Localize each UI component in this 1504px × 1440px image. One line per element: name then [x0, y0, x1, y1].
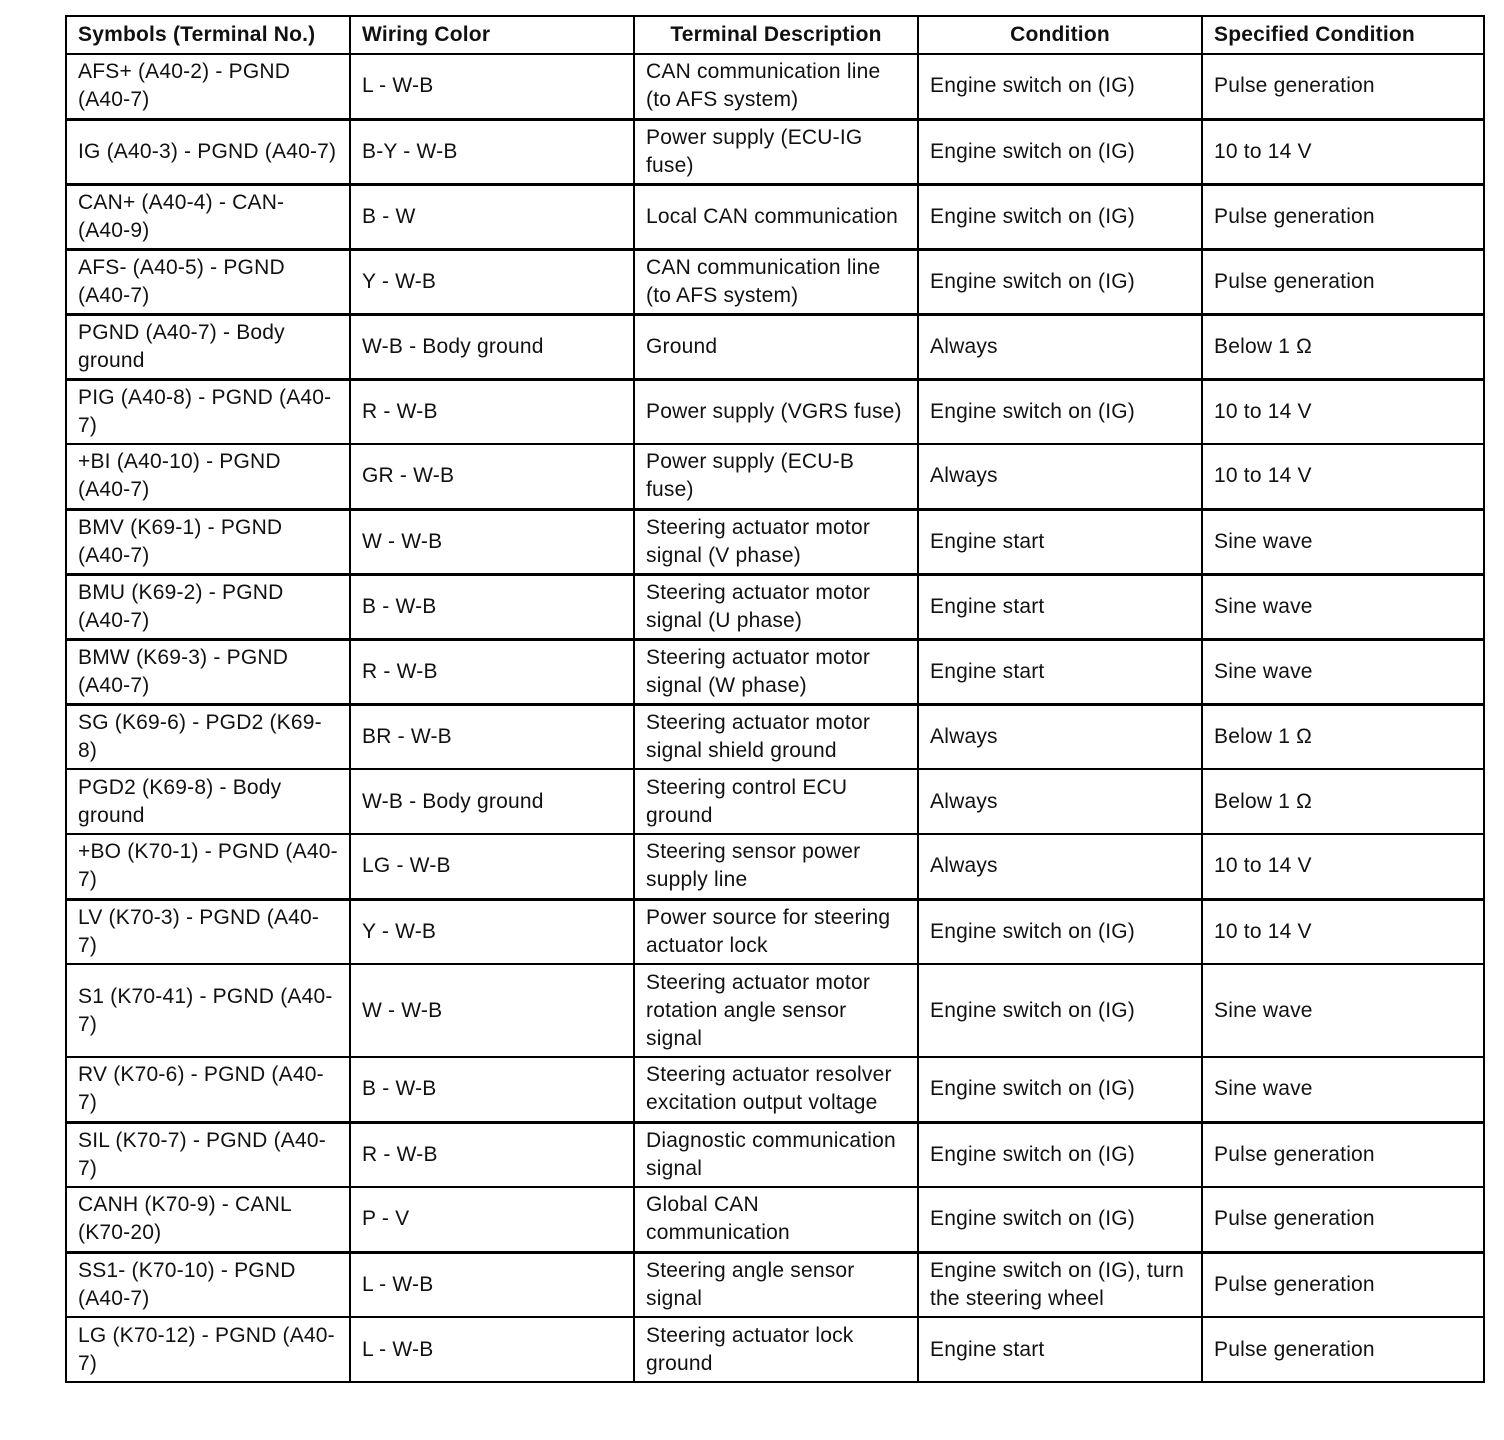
- cell-description: Local CAN communication: [634, 184, 918, 249]
- table-row: [66, 769, 1484, 834]
- table-row: [66, 704, 1484, 769]
- cell-wiring: P - V: [350, 1187, 634, 1252]
- table-header-row: [66, 16, 1484, 54]
- cell-symbols: BMW (K69-3) - PGND (A40-7): [66, 639, 350, 704]
- cell-condition: Engine switch on (IG): [918, 184, 1202, 249]
- cell-condition: Engine switch on (IG): [918, 1122, 1202, 1187]
- cell-description: Steering control ECU ground: [634, 769, 918, 834]
- cell-symbols: LG (K70-12) - PGND (A40-7): [66, 1317, 350, 1382]
- table-row: [66, 509, 1484, 574]
- cell-description: Power supply (ECU-B fuse): [634, 444, 918, 509]
- cell-description: Steering actuator lock ground: [634, 1317, 918, 1382]
- cell-wiring: LG - W-B: [350, 834, 634, 899]
- cell-condition: Always: [918, 704, 1202, 769]
- cell-description: CAN communication line (to AFS system): [634, 249, 918, 314]
- cell-spec: Below 1 Ω: [1202, 769, 1484, 834]
- cell-wiring: B - W: [350, 184, 634, 249]
- cell-condition: Engine switch on (IG): [918, 249, 1202, 314]
- cell-wiring: R - W-B: [350, 639, 634, 704]
- table-row: [66, 1317, 1484, 1382]
- cell-spec: Pulse generation: [1202, 1252, 1484, 1317]
- cell-spec: Pulse generation: [1202, 249, 1484, 314]
- cell-description: CAN communication line (to AFS system): [634, 54, 918, 119]
- cell-symbols: PGD2 (K69-8) - Body ground: [66, 769, 350, 834]
- cell-condition: Engine start: [918, 509, 1202, 574]
- cell-wiring: GR - W-B: [350, 444, 634, 509]
- cell-spec: Pulse generation: [1202, 184, 1484, 249]
- cell-condition: Engine switch on (IG): [918, 1187, 1202, 1252]
- header-symbols: Symbols (Terminal No.): [66, 16, 350, 54]
- cell-wiring: B - W-B: [350, 574, 634, 639]
- cell-wiring: R - W-B: [350, 1122, 634, 1187]
- cell-description: Steering actuator motor signal (W phase): [634, 639, 918, 704]
- cell-spec: 10 to 14 V: [1202, 379, 1484, 444]
- cell-spec: Pulse generation: [1202, 1122, 1484, 1187]
- cell-spec: Sine wave: [1202, 509, 1484, 574]
- table-row: [66, 1187, 1484, 1252]
- table-row: [66, 899, 1484, 964]
- cell-condition: Engine switch on (IG): [918, 1057, 1202, 1122]
- cell-symbols: IG (A40-3) - PGND (A40-7): [66, 119, 350, 184]
- terminal-spec-table: [65, 15, 1485, 1383]
- cell-wiring: B - W-B: [350, 1057, 634, 1122]
- cell-spec: 10 to 14 V: [1202, 444, 1484, 509]
- cell-symbols: +BI (A40-10) - PGND (A40-7): [66, 444, 350, 509]
- cell-description: Steering actuator motor signal (V phase): [634, 509, 918, 574]
- cell-spec: 10 to 14 V: [1202, 899, 1484, 964]
- cell-spec: Sine wave: [1202, 1057, 1484, 1122]
- cell-spec: Sine wave: [1202, 639, 1484, 704]
- cell-condition: Engine switch on (IG): [918, 54, 1202, 119]
- cell-wiring: R - W-B: [350, 379, 634, 444]
- cell-description: Steering actuator motor signal (U phase): [634, 574, 918, 639]
- cell-symbols: SS1- (K70-10) - PGND (A40-7): [66, 1252, 350, 1317]
- cell-symbols: AFS+ (A40-2) - PGND (A40-7): [66, 54, 350, 119]
- cell-wiring: W - W-B: [350, 509, 634, 574]
- cell-condition: Engine start: [918, 1317, 1202, 1382]
- cell-description: Power supply (VGRS fuse): [634, 379, 918, 444]
- cell-wiring: W-B - Body ground: [350, 769, 634, 834]
- cell-spec: 10 to 14 V: [1202, 834, 1484, 899]
- cell-description: Global CAN communication: [634, 1187, 918, 1252]
- cell-symbols: SIL (K70-7) - PGND (A40-7): [66, 1122, 350, 1187]
- cell-wiring: BR - W-B: [350, 704, 634, 769]
- cell-symbols: AFS- (A40-5) - PGND (A40-7): [66, 249, 350, 314]
- cell-description: Power source for steering actuator lock: [634, 899, 918, 964]
- cell-description: Power supply (ECU-IG fuse): [634, 119, 918, 184]
- table-row: [66, 834, 1484, 899]
- cell-condition: Engine switch on (IG): [918, 964, 1202, 1057]
- cell-condition: Engine switch on (IG): [918, 119, 1202, 184]
- header-specified-condition: Specified Condition: [1202, 16, 1484, 54]
- header-terminal-description: Terminal Description: [634, 16, 918, 54]
- header-wiring-color: Wiring Color: [350, 16, 634, 54]
- table-row: [66, 1252, 1484, 1317]
- cell-symbols: CAN+ (A40-4) - CAN- (A40-9): [66, 184, 350, 249]
- cell-wiring: W-B - Body ground: [350, 314, 634, 379]
- cell-spec: Below 1 Ω: [1202, 704, 1484, 769]
- cell-wiring: Y - W-B: [350, 249, 634, 314]
- cell-symbols: BMU (K69-2) - PGND (A40-7): [66, 574, 350, 639]
- table-row: [66, 379, 1484, 444]
- cell-description: Steering actuator resolver excitation output voltage: [634, 1057, 918, 1122]
- cell-description: Steering angle sensor signal: [634, 1252, 918, 1317]
- cell-symbols: RV (K70-6) - PGND (A40-7): [66, 1057, 350, 1122]
- cell-condition: Always: [918, 834, 1202, 899]
- cell-condition: Engine start: [918, 574, 1202, 639]
- cell-symbols: PIG (A40-8) - PGND (A40-7): [66, 379, 350, 444]
- cell-description: Diagnostic communication signal: [634, 1122, 918, 1187]
- table-row: [66, 444, 1484, 509]
- cell-symbols: CANH (K70-9) - CANL (K70-20): [66, 1187, 350, 1252]
- cell-symbols: PGND (A40-7) - Body ground: [66, 314, 350, 379]
- table-row: [66, 1122, 1484, 1187]
- table-row: [66, 639, 1484, 704]
- cell-wiring: B-Y - W-B: [350, 119, 634, 184]
- cell-symbols: BMV (K69-1) - PGND (A40-7): [66, 509, 350, 574]
- cell-description: Steering actuator motor rotation angle sensor signal: [634, 964, 918, 1057]
- table-row: [66, 119, 1484, 184]
- cell-condition: Engine switch on (IG): [918, 379, 1202, 444]
- cell-condition: Always: [918, 314, 1202, 379]
- cell-wiring: L - W-B: [350, 54, 634, 119]
- table-row: [66, 54, 1484, 119]
- table-row: [66, 574, 1484, 639]
- cell-symbols: LV (K70-3) - PGND (A40-7): [66, 899, 350, 964]
- table-row: [66, 1057, 1484, 1122]
- cell-spec: Sine wave: [1202, 574, 1484, 639]
- cell-spec: Sine wave: [1202, 964, 1484, 1057]
- cell-wiring: Y - W-B: [350, 899, 634, 964]
- cell-wiring: L - W-B: [350, 1317, 634, 1382]
- cell-spec: Below 1 Ω: [1202, 314, 1484, 379]
- cell-wiring: W - W-B: [350, 964, 634, 1057]
- cell-wiring: L - W-B: [350, 1252, 634, 1317]
- cell-symbols: +BO (K70-1) - PGND (A40-7): [66, 834, 350, 899]
- cell-condition: Always: [918, 444, 1202, 509]
- cell-description: Ground: [634, 314, 918, 379]
- cell-symbols: S1 (K70-41) - PGND (A40-7): [66, 964, 350, 1057]
- table-row: [66, 964, 1484, 1057]
- cell-spec: Pulse generation: [1202, 1187, 1484, 1252]
- cell-spec: 10 to 14 V: [1202, 119, 1484, 184]
- header-condition: Condition: [918, 16, 1202, 54]
- cell-symbols: SG (K69-6) - PGD2 (K69-8): [66, 704, 350, 769]
- table-row: [66, 184, 1484, 249]
- cell-condition: Engine switch on (IG): [918, 899, 1202, 964]
- cell-condition: Engine switch on (IG), turn the steering wheel: [918, 1252, 1202, 1317]
- cell-description: Steering sensor power supply line: [634, 834, 918, 899]
- cell-condition: Engine start: [918, 639, 1202, 704]
- table-row: [66, 314, 1484, 379]
- cell-spec: Pulse generation: [1202, 54, 1484, 119]
- cell-description: Steering actuator motor signal shield ground: [634, 704, 918, 769]
- cell-condition: Always: [918, 769, 1202, 834]
- table-row: [66, 249, 1484, 314]
- cell-spec: Pulse generation: [1202, 1317, 1484, 1382]
